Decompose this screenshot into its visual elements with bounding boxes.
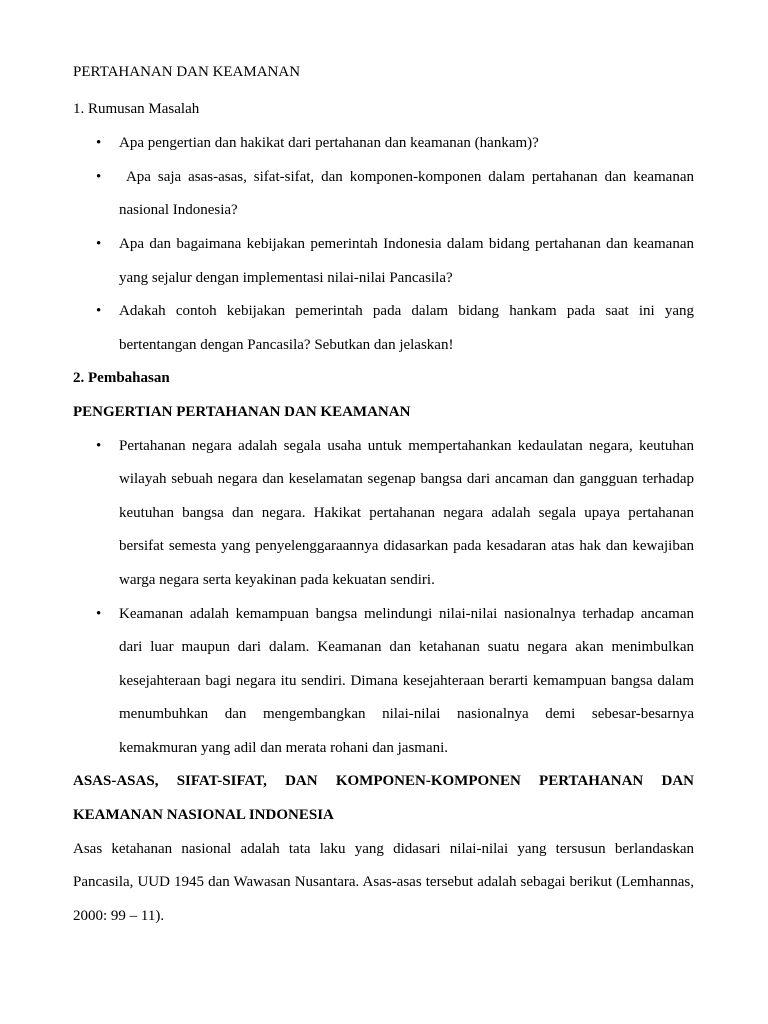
bullet-icon: • — [96, 605, 102, 622]
bullet-icon: • — [96, 135, 102, 152]
list-item — [73, 127, 694, 161]
list-item-text: Apa saja asas-asas, sifat-sifat, dan komponen-komponen dalam pertahanan dan keamanan nasional Indonesia? — [119, 168, 698, 219]
problem-list — [73, 127, 698, 362]
definition-list — [73, 430, 694, 766]
list-item-text: Apa pengertian dan hakikat dari pertahanan dan keamanan (hankam)? — [119, 135, 539, 152]
list-item-text: Adakah contoh kebijakan pemerintah pada dalam bidang hankam pada saat ini yang bertentangan dengan Pancasila? Sebutkan dan jelaskan! — [119, 303, 694, 353]
section-3-heading-line-1: ASAS-ASAS, SIFAT-SIFAT, DAN KOMPONEN-KOMPONEN PERTAHANAN DAN — [73, 773, 694, 790]
bullet-icon: • — [96, 168, 102, 185]
list-item-text: Pertahanan negara adalah segala usaha untuk mempertahankan kedaulatan negara, keutuhan wilayah sebuah negara dan keselamatan segenap bangsa dari ancaman dan gangguan terhadap keutuhan bangsa dan negara. Hakikat pertahanan negara adalah segala upaya pertahanan bersifat semesta yang penyelenggaraannya didasarkan pada kesadaran atas hak dan kewajiban warga negara serta keyakinan pada kekuatan sendiri. — [119, 437, 694, 588]
document-title: PERTAHANAN DAN KEAMANAN — [73, 64, 301, 80]
list-item — [73, 430, 694, 598]
section-2-subheading: PENGERTIAN PERTAHANAN DAN KEAMANAN — [73, 403, 411, 420]
bullet-icon: • — [96, 235, 102, 252]
section-3-heading-line-2: KEAMANAN NASIONAL INDONESIA — [73, 807, 334, 824]
document-page — [73, 56, 698, 933]
list-item-text: Apa dan bagaimana kebijakan pemerintah Indonesia dalam bidang pertahanan dan keamanan yang sejalur dengan implementasi nilai-nilai Pancasila? — [119, 235, 694, 286]
bullet-icon: • — [96, 303, 102, 320]
list-item — [73, 295, 694, 362]
bullet-icon: • — [96, 437, 102, 454]
section-3-paragraph: Asas ketahanan nasional adalah tata laku yang didasari nilai-nilai yang tersusun berlandaskan Pancasila, UUD 1945 dan Wawasan Nusantara. Asas-asas tersebut adalah sebagai berikut (Lemhannas, 2000: 99 – 11). — [73, 840, 694, 924]
section-1-heading: 1. Rumusan Masalah — [73, 100, 200, 117]
list-item — [73, 161, 698, 228]
list-item-text: Keamanan adalah kemampuan bangsa melindungi nilai-nilai nasionalnya terhadap ancaman dari luar maupun dari dalam. Keamanan dan ketahanan suatu negara akan menimbulkan kesejahteraan bagi negara itu sendiri. Dimana kesejahteraan berarti kemampuan bangsa dalam menumbuhkan dan mengembangkan nilai-nilai nasionalnya demi sebesar-besarnya kemakmuran yang adil dan merata rohani dan jasmani. — [119, 605, 694, 756]
list-item — [73, 228, 694, 295]
list-item — [73, 598, 694, 766]
section-2-heading: 2. Pembahasan — [73, 370, 170, 387]
